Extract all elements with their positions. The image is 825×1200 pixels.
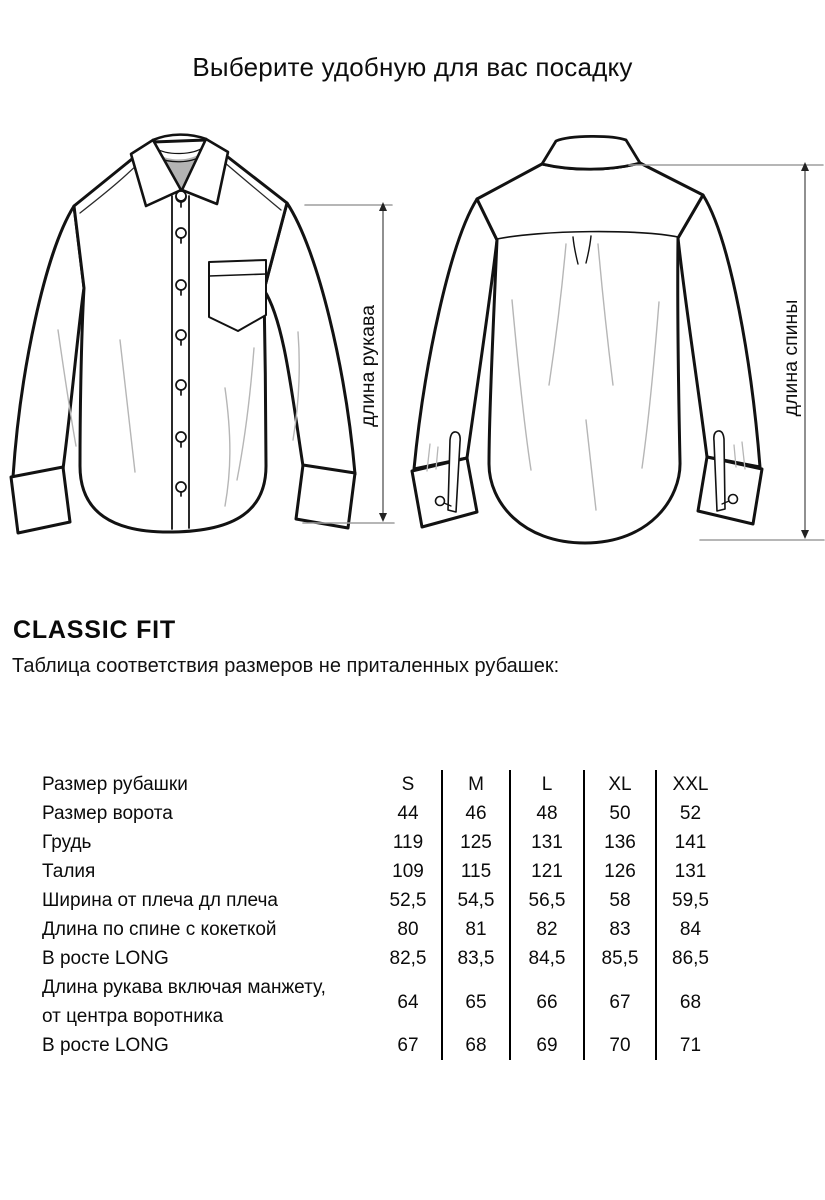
row-label-line2: от центра воротника [42,1006,224,1027]
table-row [42,1031,724,1060]
size-value: 67 [397,1035,419,1056]
size-value: 136 [584,828,656,857]
size-value: 84 [656,915,724,944]
size-value: 52,5 [389,890,427,911]
size-value: 82 [510,915,584,944]
size-value: 68 [442,1031,510,1060]
row-label: В росте LONG [42,1035,169,1056]
table-row [42,915,724,944]
front-chest-pocket [209,260,266,331]
row-label: Грудь [42,832,92,853]
size-column-header: S [401,774,415,795]
size-value: 126 [584,857,656,886]
size-value: 56,5 [510,886,584,915]
size-value: 68 [656,973,724,1031]
back-right-cuff [698,457,762,524]
size-value: 70 [584,1031,656,1060]
table-row [42,886,724,915]
section-subtitle: Таблица соответствия размеров не приталенных рубашек: [12,655,560,677]
size-value: 80 [397,919,419,940]
front-right-cuff [296,465,355,528]
row-label [42,973,375,1031]
row-label: Талия [42,861,96,882]
size-value: 54,5 [442,886,510,915]
size-value: 67 [584,973,656,1031]
table-row [42,799,724,828]
size-value: 131 [510,828,584,857]
section-heading: CLASSIC FIT [13,616,176,644]
size-value: 69 [510,1031,584,1060]
row-label: Размер ворота [42,803,173,824]
size-value: 86,5 [656,944,724,973]
size-value: 85,5 [584,944,656,973]
size-value: 119 [392,832,424,853]
size-column-header: L [510,770,584,799]
row-label: Размер рубашки [42,774,188,795]
back-right-sleeve [678,195,762,524]
size-value: 59,5 [656,886,724,915]
front-right-sleeve [264,203,355,528]
size-value: 48 [510,799,584,828]
table-row [42,973,724,1031]
size-value: 46 [442,799,510,828]
size-table [42,770,724,1060]
size-value: 141 [656,828,724,857]
back-body [477,163,703,543]
table-row [42,857,724,886]
size-value: 125 [442,828,510,857]
page-title: Выберите удобную для вас посадку [192,52,633,82]
row-label: Длина по спине с кокеткой [42,919,277,940]
front-left-cuff [11,467,70,533]
row-label: В росте LONG [42,948,169,969]
back-right-cuff-button [729,495,738,504]
size-value: 44 [397,803,419,824]
size-value: 83 [584,915,656,944]
back-length-label: длина спины [780,299,802,417]
row-label-line1: Длина рукава включая манжету, [42,977,326,998]
size-value: 64 [397,991,419,1013]
size-value: 84,5 [510,944,584,973]
table-row [42,828,724,857]
size-value: 65 [442,973,510,1031]
size-value: 66 [510,973,584,1031]
table-row [42,944,724,973]
arrow-up-icon [801,162,809,171]
size-value: 131 [656,857,724,886]
size-value: 52 [656,799,724,828]
arrow-down-icon [801,530,809,539]
size-value: 50 [584,799,656,828]
size-value: 81 [442,915,510,944]
size-value: 71 [656,1031,724,1060]
arrow-up-icon [379,202,387,211]
front-left-sleeve [11,206,84,533]
size-column-header: M [442,770,510,799]
back-left-cuff-button [436,497,445,506]
back-left-sleeve [412,199,497,527]
size-value: 121 [510,857,584,886]
size-value: 115 [442,857,510,886]
size-value: 82,5 [389,948,427,969]
shirt-front-drawing [11,135,355,533]
size-value: 109 [392,861,424,882]
row-label: Ширина от плеча дл плеча [42,890,278,911]
back-collar [542,136,640,170]
size-value: 58 [584,886,656,915]
shirt-back-drawing [412,136,762,543]
size-column-header: XXL [656,770,724,799]
back-left-cuff [412,458,477,527]
table-header-row [42,770,724,799]
sleeve-length-label: длина рукава [357,305,379,427]
size-value: 83,5 [442,944,510,973]
size-column-header: XL [584,770,656,799]
arrow-down-icon [379,513,387,522]
